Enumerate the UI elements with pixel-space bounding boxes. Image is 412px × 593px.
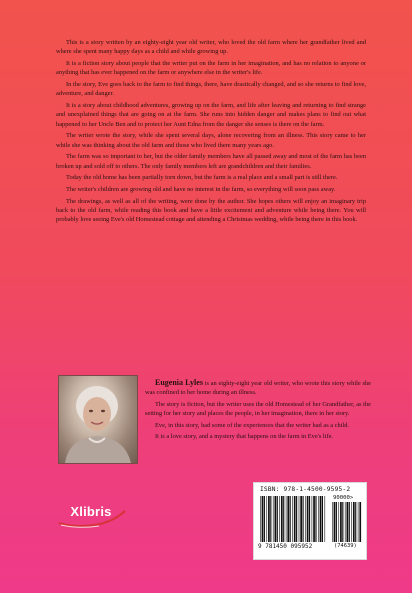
barcode-addon-bottom: (74639) xyxy=(334,543,357,549)
description-paragraph: This is a story written by an eighty-eight year old writer, who loved the old farm where her grandfather lived and where she spent many happy days as a child and while growing up. xyxy=(56,39,366,56)
author-bio-paragraph: It is a love story, and a mystery that happens on the farm in Eve's life. xyxy=(155,433,334,441)
barcode-bars-icon xyxy=(260,496,326,542)
publisher-logo-text: Xlibris xyxy=(70,504,112,519)
description-paragraph: Today the old home has been partially torn down, but the farm is a real place and a small part is still there. xyxy=(66,174,338,182)
author-bio-paragraph: The story is fiction, but the writer uses the old Homestead of her Grandfather, as the setting for her story and places the people, in her imagination, there in her story. xyxy=(145,400,371,418)
author-bio xyxy=(145,378,371,443)
back-cover-description xyxy=(56,38,366,227)
description-paragraph: The drawings, as well as all of the writing, were done by the author. She hopes others will enjoy an imaginary trip back to the old farm, while reading this book and have a little excitement and adventure while being there. You will probably love seeing Eve's old Homestead cottage and attending a Christmas wedding, while being there in this book. xyxy=(56,197,366,224)
publisher-logo xyxy=(55,501,127,529)
author-name: Eugenia Lyles xyxy=(155,378,203,387)
author-bio-intro xyxy=(145,378,371,398)
barcode-addon-bars-icon xyxy=(332,502,362,542)
description-paragraph: It is a story about childhood adventures, growing up on the farm, and life after leaving and returning to find strange and unexplained things that are going on at the farm. She runs into hidden danger and makes plans to find out what happened to her Uncle Ben and to protect her Aunt Edna from the danger she senses is there on the farm. xyxy=(56,102,366,128)
barcode-addon-top: 90000> xyxy=(333,495,354,501)
author-bio-paragraph: Eve, in this story, had some of the experiences that the writer had as a child. xyxy=(155,421,350,429)
description-paragraph: It is a fiction story about people that the writer put on the farm in her imagination, and has no relation to anyone or anything that has ever happened on the farm or anywhere else in the writer's life. xyxy=(56,60,366,77)
isbn-label: ISBN: 978-1-4500-9595-2 xyxy=(260,486,351,493)
description-paragraph: In the story, Eve goes back to the farm to find things, there, have drastically changed, and so she returns to find love, adventure, and danger. xyxy=(56,81,366,98)
description-paragraph: The writer wrote the story, while she spent several days, alone recovering from an illness. This story came to her while she was thinking about the old farm and those who lived there many years ago. xyxy=(56,132,366,149)
author-portrait-icon xyxy=(59,376,137,463)
description-paragraph: The writer's children are growing old and have no interest in the farm, so everything will soon pass away. xyxy=(66,186,336,193)
isbn-barcode xyxy=(253,482,367,560)
author-photo xyxy=(58,375,138,464)
description-paragraph: The farm was so important to her, but the older family members have all passed away and most of the farm has been broken up and sold off to others. The only family members left are grandchildren and their families. xyxy=(56,153,366,170)
barcode-ean-digits: 9 781450 095952 xyxy=(258,543,313,550)
author-bio-intro-text: is an eighty-eight year old writer, who wrote this story while she was confined to her home during an illness. xyxy=(145,380,371,397)
